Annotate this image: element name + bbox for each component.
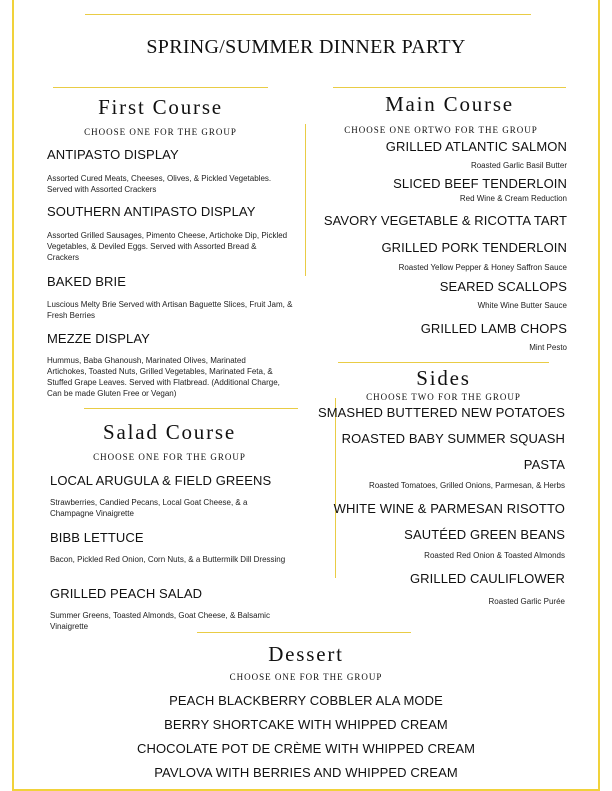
salad-course-divider <box>84 408 298 409</box>
dessert-divider <box>197 632 411 633</box>
dessert-heading: Dessert <box>268 642 344 666</box>
menu-item: GRILLED LAMB CHOPS <box>420 321 567 336</box>
main-course-divider <box>333 87 566 88</box>
menu-item: WHITE WINE & PARMESAN RISOTTO <box>333 501 565 516</box>
menu-item: GRILLED PEACH SALAD <box>50 586 203 601</box>
item-description: Roasted Tomatoes, Grilled Onions, Parmesan, & Herbs <box>369 481 565 490</box>
item-description: Roasted Garlic Purée <box>488 597 565 606</box>
first-course-divider <box>53 87 268 88</box>
menu-item: SMASHED BUTTERED NEW POTATOES <box>317 405 565 420</box>
dessert-item: CHOCOLATE POT DE CRÈME WITH WHIPPED CREAM <box>136 741 476 756</box>
menu-item: GRILLED ATLANTIC SALMON <box>385 139 567 154</box>
main-course-heading: Main Course <box>385 92 514 116</box>
menu-item: SOUTHERN ANTIPASTO DISPLAY <box>47 204 256 219</box>
item-description: Assorted Cured Meats, Cheeses, Olives, & Pickled Vegetables. Served with Assorted Crackers <box>47 174 272 194</box>
menu-item: SLICED BEEF TENDERLOIN <box>393 176 567 191</box>
main-course-instruction: CHOOSE ONE ORTWO FOR THE GROUP <box>344 125 538 135</box>
menu-item: SAUTÉED GREEN BEANS <box>404 527 565 542</box>
item-description: White Wine Butter Sauce <box>477 301 567 310</box>
sides-divider <box>338 362 549 363</box>
first-course-heading: First Course <box>98 95 223 119</box>
top-divider <box>85 14 531 15</box>
salad-course-instruction: CHOOSE ONE FOR THE GROUP <box>93 452 246 462</box>
page-title: SPRING/SUMMER DINNER PARTY <box>146 36 466 58</box>
menu-item: BIBB LETTUCE <box>50 530 144 545</box>
item-description: Hummus, Baba Ghanoush, Marinated Olives, Marinated Artichokes, Toasted Nuts, Grilled Vegetables, Marinated Feta, & Stuffed Grape Leaves. Served with Flatbread. (Additional Charge, Can be made Gluten Free or Vegan) <box>47 356 280 398</box>
menu-item: SAVORY VEGETABLE & RICOTTA TART <box>323 213 567 228</box>
menu-item: LOCAL ARUGULA & FIELD GREENS <box>50 473 272 488</box>
menu-item: ROASTED BABY SUMMER SQUASH <box>341 431 565 446</box>
dessert-item: PAVLOVA WITH BERRIES AND WHIPPED CREAM <box>154 765 458 780</box>
item-description: Mint Pesto <box>529 343 567 352</box>
menu-item: GRILLED PORK TENDERLOIN <box>381 240 567 255</box>
menu-item: PASTA <box>523 457 565 472</box>
menu-item: GRILLED CAULIFLOWER <box>409 571 565 586</box>
dessert-item: BERRY SHORTCAKE WITH WHIPPED CREAM <box>164 717 448 732</box>
first-course-instruction: CHOOSE ONE FOR THE GROUP <box>84 127 237 137</box>
menu-item: BAKED BRIE <box>47 274 127 289</box>
sides-instruction: CHOOSE TWO FOR THE GROUP <box>366 392 521 402</box>
menu-item: ANTIPASTO DISPLAY <box>47 147 179 162</box>
item-description: Assorted Grilled Sausages, Pimento Cheese, Artichoke Dip, Pickled Vegetables, & Deviled Eggs. Served with Assorted Bread & Crackers <box>47 231 288 262</box>
item-description: Strawberries, Candied Pecans, Local Goat Cheese, & a Champagne Vinaigrette <box>50 498 248 518</box>
item-description: Roasted Garlic Basil Butter <box>470 161 567 170</box>
item-description: Summer Greens, Toasted Almonds, Goat Cheese, & Balsamic Vinaigrette <box>50 611 270 631</box>
item-description: Red Wine & Cream Reduction <box>459 194 567 203</box>
dessert-item: PEACH BLACKBERRY COBBLER ALA MODE <box>169 693 443 708</box>
sides-heading: Sides <box>416 366 471 390</box>
salad-course-heading: Salad Course <box>103 420 236 444</box>
dessert-instruction: CHOOSE ONE FOR THE GROUP <box>229 672 383 682</box>
item-description: Bacon, Pickled Red Onion, Corn Nuts, & a Buttermilk Dill Dressing <box>50 555 286 564</box>
item-description: Roasted Red Onion & Toasted Almonds <box>424 551 565 560</box>
column-divider-left <box>305 124 306 276</box>
menu-item: MEZZE DISPLAY <box>47 331 150 346</box>
menu-item: SEARED SCALLOPS <box>439 279 567 294</box>
item-description: Roasted Yellow Pepper & Honey Saffron Sauce <box>398 263 567 272</box>
item-description: Luscious Melty Brie Served with Artisan Baguette Slices, Fruit Jam, & Fresh Berries <box>47 300 293 320</box>
